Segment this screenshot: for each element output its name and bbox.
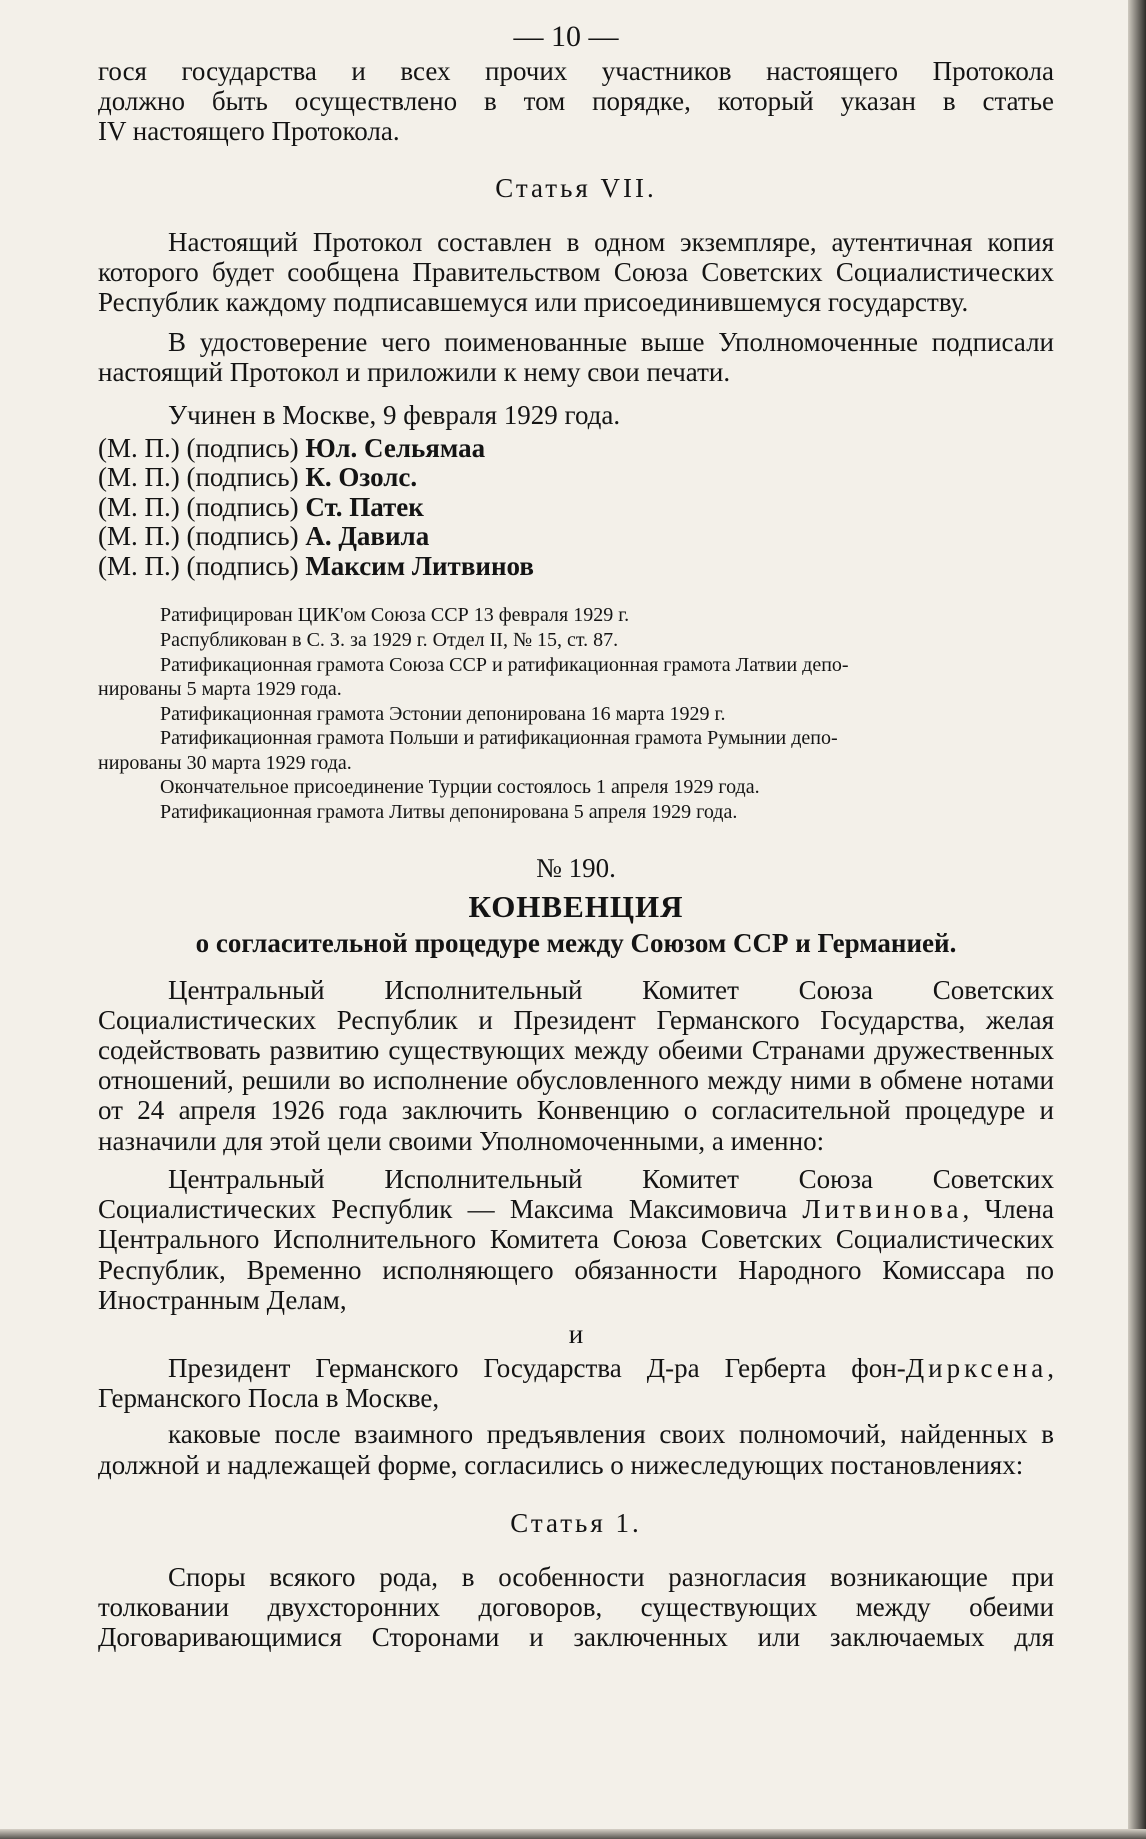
signature-name: Ст. Патек [305, 491, 424, 522]
ratification-note: Распубликован в С. З. за 1929 г. Отдел II, № 15, ст. 87. [160, 628, 619, 651]
signature-line [98, 522, 1054, 552]
continuation-line: гося государства и всех прочих участников настоящего Протокола [98, 56, 1054, 86]
continuation-line: должно быть осуществлено в том порядке, который указан в статье [98, 86, 1054, 117]
document-title: КОНВЕНЦИЯ [468, 888, 684, 924]
document-subtitle: о согласительной процедуре между Союзом ССР и Германией. [195, 927, 957, 958]
ratification-note: Окончательное присоединение Турции состоялось 1 апреля 1929 года. [160, 776, 760, 799]
article-7-heading: Статья VII. [495, 172, 657, 203]
continuation-line: IV настоящего Протокола. [98, 116, 400, 147]
ratification-note: нированы 30 марта 1929 года. [98, 751, 352, 774]
signature-line [98, 552, 1054, 582]
plenipotentiary-surname: Дирксена [905, 1352, 1048, 1383]
article-7-paragraph: В удостоверение чего поименованные выше Уполномоченные подписали настоящий Протокол и приложили к нему свои печати. [98, 327, 1054, 388]
article-1-line: Споры всякого рода, в особенности разногласия возникающие при [168, 1561, 1054, 1592]
article-7-paragraph: Настоящий Протокол составлен в одном экземпляре, аутентичная копия которого будет сообщена Правительством Союза Советских Социалистических Республик каждому подписавшемуся или присоединившемуся государству. [98, 226, 1054, 318]
ratification-notes [98, 603, 1054, 824]
signature-name: Юл. Сельямаа [305, 432, 486, 463]
signature-prefix: (М. П.) (подпись) [98, 491, 299, 522]
document-number: № 190. [536, 852, 616, 883]
dated-line: Учинен в Москве, 9 февраля 1929 года. [168, 399, 621, 430]
plenipotentiary-text: Центральный Исполнительный Комитет Союза Советских Социалистических Республик — Максима Максимовича [98, 1163, 1054, 1225]
signature-name: К. Озолс. [305, 462, 418, 493]
article-1-line: Договаривающимися Сторонами и заключенных или заключаемых для [98, 1622, 1054, 1653]
signature-prefix: (М. П.) (подпись) [98, 550, 299, 581]
ratification-note: Ратификационная грамота Союза ССР и ратификационная грамота Латвии депо- [160, 653, 849, 676]
ratification-note: Ратификационная грамота Эстонии депонирована 16 марта 1929 г. [160, 702, 726, 725]
ratification-note: Ратифицирован ЦИК'ом Союза ССР 13 февраля 1929 г. [160, 604, 630, 627]
page-content [98, 18, 1054, 1652]
credentials-paragraph: каковые после взаимного предъявления своих полномочий, найденных в должной и надлежащей форме, согласились о нижеследующих постановлениях: [98, 1419, 1054, 1480]
article-1-line: толковании двухсторонних договоров, существующих между обеими [98, 1591, 1054, 1622]
plenipotentiary-surname: Литвинова [802, 1194, 963, 1225]
signature-prefix: (М. П.) (подпись) [98, 432, 299, 463]
signature-prefix: (М. П.) (подпись) [98, 462, 299, 493]
plenipotentiary-germany [98, 1353, 1054, 1413]
plenipotentiary-text: Президент Германского Государства Д-ра Герберта фон- [168, 1352, 906, 1383]
page-number: — 10 — [513, 20, 619, 53]
ratification-note: Ратификационная грамота Литвы депонирована 5 апреля 1929 года. [160, 801, 738, 824]
ratification-note: Ратификационная грамота Польши и ратификационная грамота Румынии депо- [160, 727, 838, 750]
conjunction: и [568, 1318, 584, 1349]
signature-line [98, 434, 1054, 464]
plenipotentiary-text: , Члена Центрального Исполнительного Комитета Союза Советских Социалистических Республик, Временно исполняющего обязанности Народного Комиссара по Иностранным Делам, [98, 1194, 1054, 1315]
ratification-note: нированы 5 марта 1929 года. [98, 678, 342, 701]
signature-name: А. Давила [305, 521, 430, 552]
signature-line [98, 493, 1054, 523]
article-1-heading: Статья 1. [510, 1507, 642, 1538]
signature-name: Максим Литвинов [305, 550, 534, 581]
signature-prefix: (М. П.) (подпись) [98, 521, 299, 552]
signature-line [98, 463, 1054, 493]
scan-edge-right [1128, 0, 1146, 1839]
plenipotentiary-text: , Германского Посла в Москве, [98, 1352, 1054, 1414]
scan-edge-bottom [0, 1829, 1146, 1839]
plenipotentiary-ussr [98, 1164, 1054, 1315]
preamble-paragraph: Центральный Исполнительный Комитет Союза Советских Социалистических Республик и Президент Германского Государства, желая содействовать развитию существующих между обеими Странами дружественных отношений, решили во исполнение обусловленного между ними в обмене нотами от 24 апреля 1926 года заключить Конвенцию о согласительной процедуре и назначили для этой цели своими Уполномоченными, а именно: [98, 974, 1054, 1156]
signature-block [98, 434, 1054, 582]
